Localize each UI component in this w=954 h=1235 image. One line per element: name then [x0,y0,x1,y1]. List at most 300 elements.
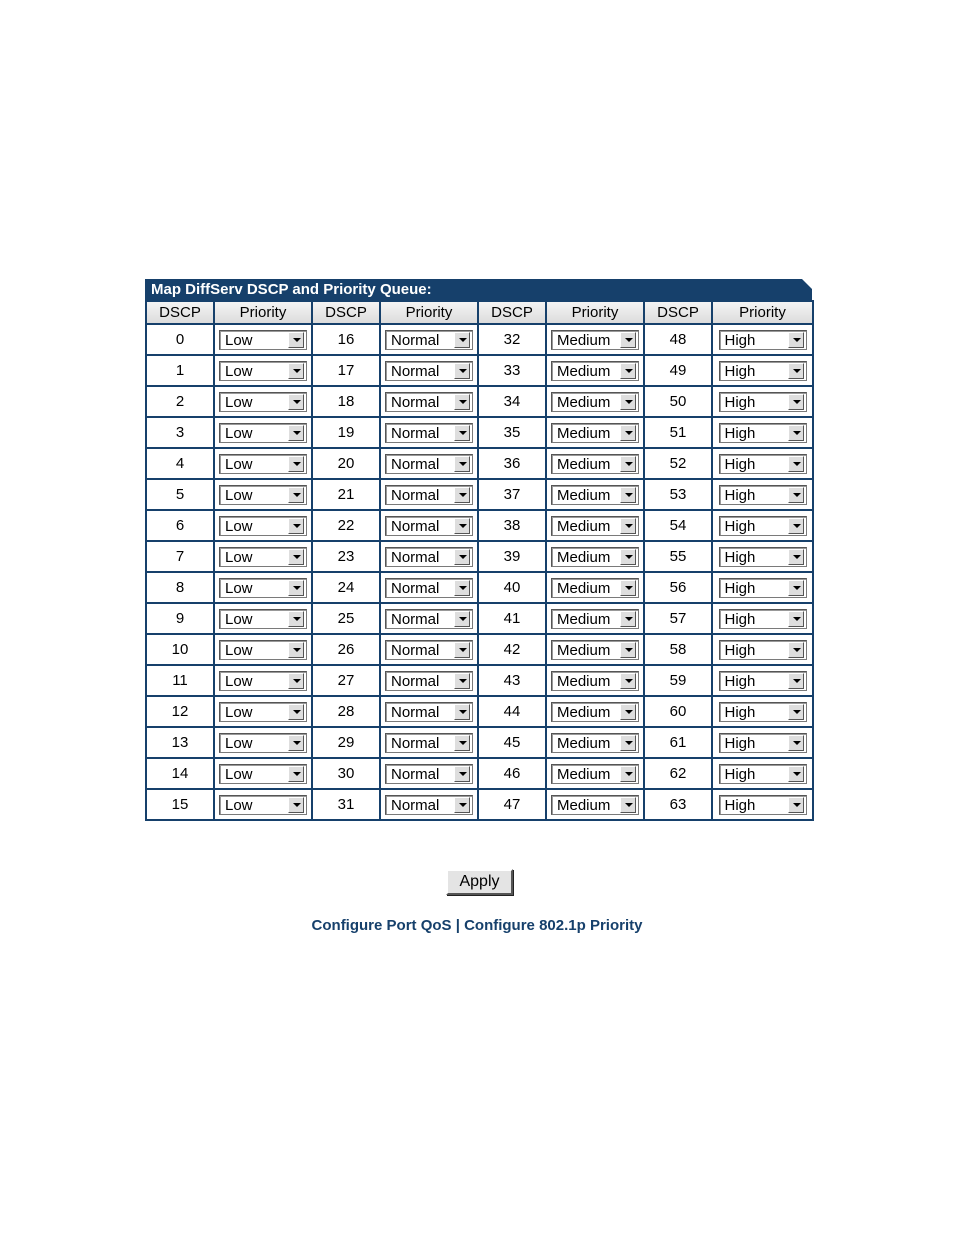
chevron-down-icon[interactable] [620,580,636,596]
priority-cell [546,479,644,510]
priority-select[interactable] [219,485,307,505]
priority-select-value: Normal [391,486,440,504]
priority-select-value: Normal [391,362,440,380]
dscp-value: 34 [478,386,546,417]
dscp-value: 2 [146,386,214,417]
priority-select[interactable] [219,578,307,598]
priority-select-value: Low [225,517,253,535]
priority-select-value: Low [225,672,253,690]
priority-select[interactable] [219,392,307,412]
priority-select-value: Medium [557,734,611,752]
priority-cell [546,386,644,417]
chevron-down-icon[interactable] [454,704,470,720]
priority-select-value: Normal [391,455,440,473]
priority-select[interactable] [385,361,473,381]
chevron-down-icon[interactable] [788,363,804,379]
priority-select[interactable] [219,640,307,660]
priority-select[interactable] [385,330,473,350]
priority-cell [214,386,312,417]
chevron-down-icon[interactable] [454,766,470,782]
chevron-down-icon[interactable] [288,487,304,503]
chevron-down-icon[interactable] [788,580,804,596]
table-row [146,386,813,417]
dscp-value: 32 [478,324,546,355]
dscp-value: 30 [312,758,380,789]
priority-cell [380,727,478,758]
priority-select[interactable] [219,423,307,443]
priority-cell [546,758,644,789]
priority-select[interactable] [385,423,473,443]
priority-select[interactable] [385,733,473,753]
priority-select-value: Normal [391,765,440,783]
table-row [146,603,813,634]
priority-select[interactable] [385,392,473,412]
priority-cell [214,665,312,696]
priority-select-value: Medium [557,796,611,814]
column-header-priority: Priority [380,301,478,324]
priority-select[interactable] [719,454,807,474]
table-row [146,758,813,789]
priority-select-value: High [724,424,756,442]
priority-cell [214,572,312,603]
priority-select[interactable] [719,578,807,598]
chevron-down-icon[interactable] [288,642,304,658]
chevron-down-icon[interactable] [288,456,304,472]
priority-cell [712,758,813,789]
priority-select-value: Low [225,579,253,597]
chevron-down-icon[interactable] [620,797,636,813]
dscp-value: 9 [146,603,214,634]
priority-select-value: Medium [557,672,611,690]
priority-select[interactable] [385,485,473,505]
priority-select-value: Normal [391,393,440,411]
priority-cell [546,696,644,727]
priority-select-value: High [724,610,756,628]
chevron-down-icon[interactable] [620,487,636,503]
priority-cell [380,572,478,603]
chevron-down-icon[interactable] [288,580,304,596]
chevron-down-icon[interactable] [288,673,304,689]
priority-select[interactable] [551,392,639,412]
priority-select-value: Low [225,703,253,721]
chevron-down-icon[interactable] [288,518,304,534]
priority-select[interactable] [551,547,639,567]
chevron-down-icon[interactable] [620,735,636,751]
table-row [146,510,813,541]
priority-select[interactable] [719,640,807,660]
dscp-value: 44 [478,696,546,727]
dscp-value: 42 [478,634,546,665]
priority-select-value: High [724,703,756,721]
priority-select-value: Medium [557,393,611,411]
priority-cell [712,634,813,665]
dscp-value: 56 [644,572,712,603]
table-row [146,541,813,572]
priority-select[interactable] [551,609,639,629]
chevron-down-icon[interactable] [788,611,804,627]
priority-select-value: Medium [557,765,611,783]
priority-select-value: High [724,734,756,752]
dscp-value: 21 [312,479,380,510]
dscp-value: 35 [478,417,546,448]
priority-select[interactable] [551,361,639,381]
priority-select[interactable] [219,609,307,629]
priority-select-value: Normal [391,610,440,628]
column-header-priority: Priority [214,301,312,324]
priority-select-value: Low [225,331,253,349]
priority-select[interactable] [219,330,307,350]
dscp-value: 29 [312,727,380,758]
dscp-value: 63 [644,789,712,820]
dscp-value: 4 [146,448,214,479]
priority-select-value: Normal [391,796,440,814]
priority-select-value: Normal [391,672,440,690]
chevron-down-icon[interactable] [288,425,304,441]
priority-select[interactable] [551,733,639,753]
priority-select-value: High [724,672,756,690]
column-header-priority: Priority [546,301,644,324]
dscp-value: 61 [644,727,712,758]
priority-select[interactable] [719,516,807,536]
priority-cell [380,510,478,541]
chevron-down-icon[interactable] [454,642,470,658]
priority-cell [214,696,312,727]
priority-cell [214,417,312,448]
dscp-value: 40 [478,572,546,603]
priority-select[interactable] [385,454,473,474]
priority-select[interactable] [719,361,807,381]
chevron-down-icon[interactable] [620,704,636,720]
priority-cell [712,448,813,479]
priority-select[interactable] [385,578,473,598]
dscp-value: 62 [644,758,712,789]
dscp-value: 28 [312,696,380,727]
priority-select-value: Low [225,610,253,628]
dscp-value: 12 [146,696,214,727]
priority-select[interactable] [219,702,307,722]
priority-cell [712,696,813,727]
dscp-value: 6 [146,510,214,541]
table-row [146,665,813,696]
priority-select-value: Normal [391,548,440,566]
chevron-down-icon[interactable] [288,797,304,813]
priority-select[interactable] [219,764,307,784]
chevron-down-icon[interactable] [788,518,804,534]
priority-select[interactable] [551,578,639,598]
chevron-down-icon[interactable] [454,487,470,503]
priority-cell [214,479,312,510]
priority-select[interactable] [219,454,307,474]
dscp-value: 38 [478,510,546,541]
dscp-value: 31 [312,789,380,820]
chevron-down-icon[interactable] [454,611,470,627]
chevron-down-icon[interactable] [288,549,304,565]
dscp-value: 25 [312,603,380,634]
priority-select[interactable] [719,733,807,753]
dscp-value: 1 [146,355,214,386]
dscp-value: 57 [644,603,712,634]
configure-port-qos-link[interactable]: Configure Port QoS [311,917,452,934]
chevron-down-icon[interactable] [620,363,636,379]
priority-select[interactable] [385,516,473,536]
dscp-value: 45 [478,727,546,758]
chevron-down-icon[interactable] [454,735,470,751]
priority-cell [380,634,478,665]
priority-select[interactable] [719,702,807,722]
chevron-down-icon[interactable] [288,766,304,782]
priority-select-value: High [724,331,756,349]
priority-select[interactable] [719,764,807,784]
priority-cell [214,758,312,789]
chevron-down-icon[interactable] [788,425,804,441]
chevron-down-icon[interactable] [788,487,804,503]
priority-select-value: Normal [391,734,440,752]
priority-select[interactable] [719,795,807,815]
priority-select[interactable] [551,671,639,691]
priority-cell [546,572,644,603]
priority-select-value: Low [225,734,253,752]
priority-select[interactable] [219,733,307,753]
chevron-down-icon[interactable] [454,394,470,410]
priority-select-value: Low [225,424,253,442]
priority-select-value: Low [225,765,253,783]
priority-select-value: Normal [391,641,440,659]
dscp-value: 54 [644,510,712,541]
priority-select[interactable] [551,423,639,443]
column-header-priority: Priority [712,301,813,324]
priority-cell [546,634,644,665]
priority-select-value: Low [225,486,253,504]
priority-select[interactable] [719,671,807,691]
priority-cell [214,541,312,572]
chevron-down-icon[interactable] [454,363,470,379]
priority-select[interactable] [551,330,639,350]
priority-cell [380,696,478,727]
priority-cell [546,541,644,572]
priority-cell [546,417,644,448]
priority-select[interactable] [551,454,639,474]
priority-select-value: High [724,362,756,380]
column-header-dscp: DSCP [644,301,712,324]
dscp-value: 37 [478,479,546,510]
priority-cell [712,417,813,448]
priority-select-value: Medium [557,579,611,597]
priority-select-value: High [724,641,756,659]
dscp-value: 41 [478,603,546,634]
chevron-down-icon[interactable] [788,394,804,410]
priority-cell [380,758,478,789]
chevron-down-icon[interactable] [620,425,636,441]
priority-select-value: High [724,517,756,535]
priority-cell [712,386,813,417]
chevron-down-icon[interactable] [454,425,470,441]
priority-cell [546,448,644,479]
table-row [146,479,813,510]
priority-cell [214,789,312,820]
dscp-value: 15 [146,789,214,820]
priority-select-value: High [724,548,756,566]
dscp-value: 17 [312,355,380,386]
chevron-down-icon[interactable] [788,549,804,565]
chevron-down-icon[interactable] [288,394,304,410]
priority-cell [214,727,312,758]
chevron-down-icon[interactable] [788,642,804,658]
priority-select[interactable] [551,640,639,660]
dscp-value: 58 [644,634,712,665]
priority-cell [214,324,312,355]
dscp-value: 5 [146,479,214,510]
priority-cell [214,448,312,479]
dscp-value: 27 [312,665,380,696]
priority-select[interactable] [551,702,639,722]
priority-cell [712,665,813,696]
priority-select[interactable] [719,485,807,505]
dscp-value: 52 [644,448,712,479]
priority-select[interactable] [719,547,807,567]
priority-cell [546,324,644,355]
chevron-down-icon[interactable] [788,456,804,472]
priority-select[interactable] [385,795,473,815]
priority-cell [546,510,644,541]
priority-select-value: Medium [557,641,611,659]
table-row [146,789,813,820]
priority-select-value: Medium [557,548,611,566]
chevron-down-icon[interactable] [620,518,636,534]
priority-select[interactable] [385,702,473,722]
configure-8021p-priority-link[interactable]: Configure 802.1p Priority [464,917,643,934]
chevron-down-icon[interactable] [454,797,470,813]
priority-select[interactable] [219,671,307,691]
priority-select[interactable] [551,764,639,784]
chevron-down-icon[interactable] [288,611,304,627]
priority-cell [380,324,478,355]
priority-select-value: Medium [557,486,611,504]
dscp-value: 11 [146,665,214,696]
chevron-down-icon[interactable] [288,363,304,379]
chevron-down-icon[interactable] [620,394,636,410]
dscp-value: 60 [644,696,712,727]
priority-select[interactable] [719,330,807,350]
priority-select-value: High [724,765,756,783]
priority-cell [546,789,644,820]
priority-cell [712,541,813,572]
dscp-map-panel [145,279,812,821]
chevron-down-icon[interactable] [454,549,470,565]
priority-select[interactable] [219,795,307,815]
dscp-value: 13 [146,727,214,758]
chevron-down-icon[interactable] [454,456,470,472]
dscp-value: 46 [478,758,546,789]
priority-select[interactable] [219,547,307,567]
chevron-down-icon[interactable] [620,549,636,565]
chevron-down-icon[interactable] [620,611,636,627]
priority-select[interactable] [551,485,639,505]
priority-select-value: Normal [391,517,440,535]
priority-select[interactable] [385,640,473,660]
priority-select-value: Normal [391,331,440,349]
priority-select[interactable] [385,609,473,629]
column-header-dscp: DSCP [478,301,546,324]
priority-cell [380,479,478,510]
chevron-down-icon[interactable] [454,518,470,534]
priority-cell [214,603,312,634]
chevron-down-icon[interactable] [788,704,804,720]
table-row [146,727,813,758]
dscp-priority-table [145,300,814,821]
chevron-down-icon[interactable] [788,735,804,751]
chevron-down-icon[interactable] [620,673,636,689]
table-row [146,417,813,448]
dscp-value: 7 [146,541,214,572]
priority-cell [380,355,478,386]
dscp-value: 14 [146,758,214,789]
chevron-down-icon[interactable] [454,580,470,596]
priority-select-value: High [724,486,756,504]
dscp-value: 53 [644,479,712,510]
priority-select[interactable] [385,764,473,784]
chevron-down-icon[interactable] [288,735,304,751]
dscp-value: 23 [312,541,380,572]
priority-select[interactable] [385,671,473,691]
chevron-down-icon[interactable] [620,766,636,782]
priority-select[interactable] [719,609,807,629]
table-row [146,572,813,603]
chevron-down-icon[interactable] [788,797,804,813]
priority-select[interactable] [385,547,473,567]
chevron-down-icon[interactable] [288,332,304,348]
table-row [146,355,813,386]
dscp-value: 20 [312,448,380,479]
priority-select[interactable] [219,361,307,381]
priority-cell [712,727,813,758]
panel-title: Map DiffServ DSCP and Priority Queue: [145,279,812,300]
priority-select-value: Medium [557,424,611,442]
chevron-down-icon[interactable] [620,642,636,658]
chevron-down-icon[interactable] [620,332,636,348]
priority-select[interactable] [219,516,307,536]
priority-select-value: Medium [557,362,611,380]
priority-cell [380,665,478,696]
priority-select[interactable] [551,516,639,536]
dscp-value: 24 [312,572,380,603]
priority-select[interactable] [719,423,807,443]
chevron-down-icon[interactable] [454,673,470,689]
priority-select-value: High [724,455,756,473]
chevron-down-icon[interactable] [788,332,804,348]
priority-cell [546,727,644,758]
chevron-down-icon[interactable] [788,673,804,689]
dscp-value: 33 [478,355,546,386]
priority-select-value: Low [225,548,253,566]
chevron-down-icon[interactable] [288,704,304,720]
apply-button[interactable]: Apply [446,869,513,895]
priority-cell [546,603,644,634]
priority-select-value: Medium [557,455,611,473]
priority-select[interactable] [719,392,807,412]
chevron-down-icon[interactable] [788,766,804,782]
priority-select[interactable] [551,795,639,815]
priority-cell [214,510,312,541]
priority-select-value: Medium [557,703,611,721]
dscp-value: 47 [478,789,546,820]
dscp-value: 36 [478,448,546,479]
priority-select-value: Medium [557,331,611,349]
chevron-down-icon[interactable] [620,456,636,472]
chevron-down-icon[interactable] [454,332,470,348]
priority-cell [712,324,813,355]
priority-select-value: Normal [391,579,440,597]
priority-cell [712,510,813,541]
